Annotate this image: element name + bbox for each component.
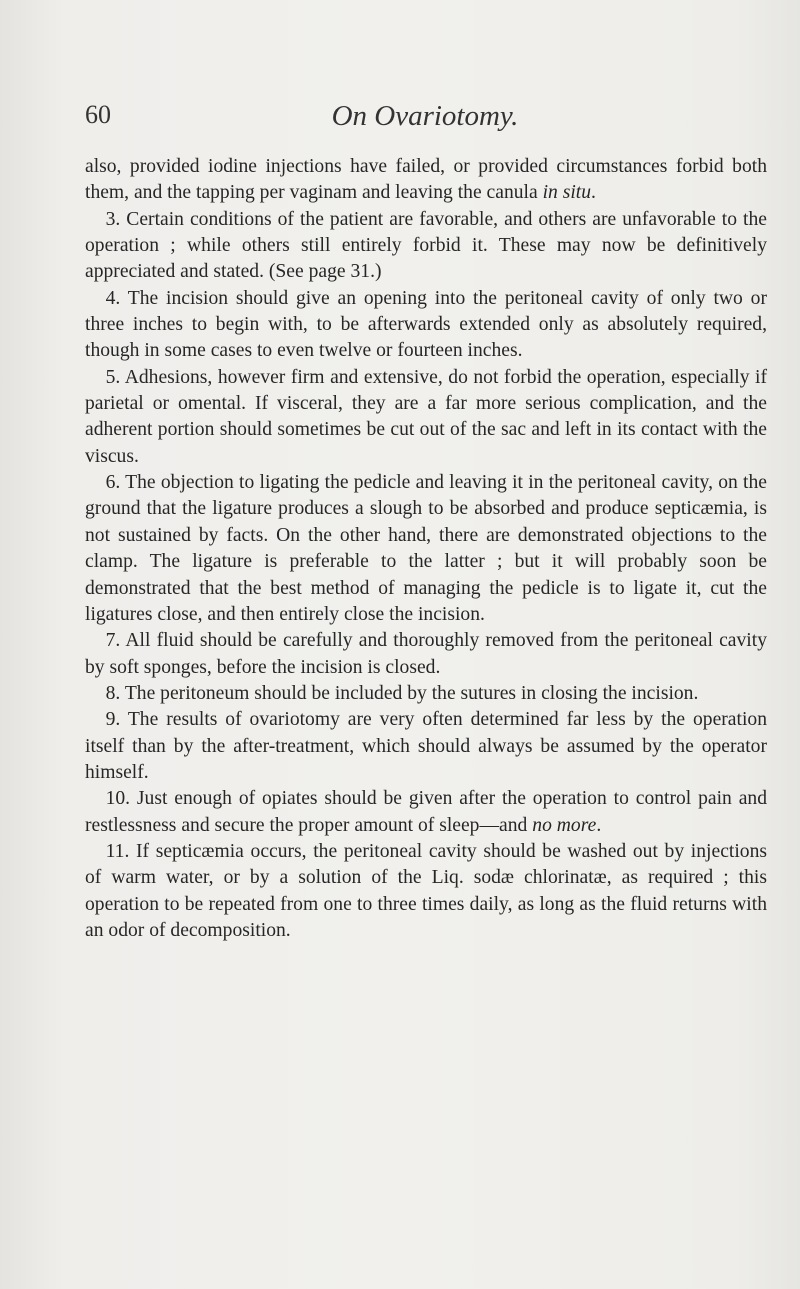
page-number: 60 [85,100,111,129]
paragraph-11: 11. If septicæmia occurs, the peritoneal cavity should be washed out by injections of warm water, or by a solution of the Liq. sodæ chlorinatæ, as required ; this operation to be repeated from one to three times daily, as long as the fluid returns with an odor of decomposition. [85,840,767,941]
paragraph-7: 7. All fluid should be carefully and thoroughly removed from the peritoneal cavity by soft sponges, before the incision is closed. [85,630,767,678]
paragraph-10 [85,786,767,839]
paragraph-text: also, provided iodine injections have failed, or provided circumstances forbid both them, and the tapping per vaginam and leaving the canula [85,156,767,204]
paragraph-text: . [591,182,596,204]
paragraph-9: 9. The results of ovariotomy are very often determined far less by the operation itself than by the after-treatment, which should always be assumed by the operator himself. [85,709,767,783]
italic-phrase: no more [532,814,597,836]
paragraph-continuation [85,154,767,207]
paragraph-6: 6. The objection to ligating the pedicle and leaving it in the peritoneal cavity, on the ground that the ligature produces a slough to be absorbed and produce septicæmia, is not sustained by facts. On the other hand, there are demonstrated objections to the clamp. The ligature is preferable to the latter ; but it will probably soon be demonstrated that the best method of managing the pedicle is to ligate it, cut the ligatures close, and then entirely close the incision. [85,472,767,625]
paragraph-5: 5. Adhesions, however firm and extensive, do not forbid the operation, especially if parietal or omental. If visceral, they are a far more serious complication, and the adherent portion should sometimes be cut out of the sac and left in its contact with the viscus. [85,366,767,467]
body-text [85,154,767,944]
paragraph-text: . [596,814,602,836]
paragraph-3: 3. Certain conditions of the patient are favorable, and others are unfavorable to the operation ; while others still entirely forbid it. These may now be definitively appreciated and stated. (See page 31.) [85,208,767,283]
running-title: On Ovariotomy. [331,100,519,132]
italic-phrase: in situ [542,182,592,204]
page-header [85,100,765,140]
paragraph-text: 10. Just enough of opiates should be given after the operation to control pain and restlessness and secure the proper amount of sleep—and [85,788,767,836]
paragraph-8: 8. The peritoneum should be included by the sutures in closing the incision. [105,682,699,704]
paragraph-4: 4. The incision should give an opening into the peritoneal cavity of only two or three inches to begin with, to be afterwards extended only as absolutely required, though in some cases to even twelve or fourteen inches. [85,287,767,362]
